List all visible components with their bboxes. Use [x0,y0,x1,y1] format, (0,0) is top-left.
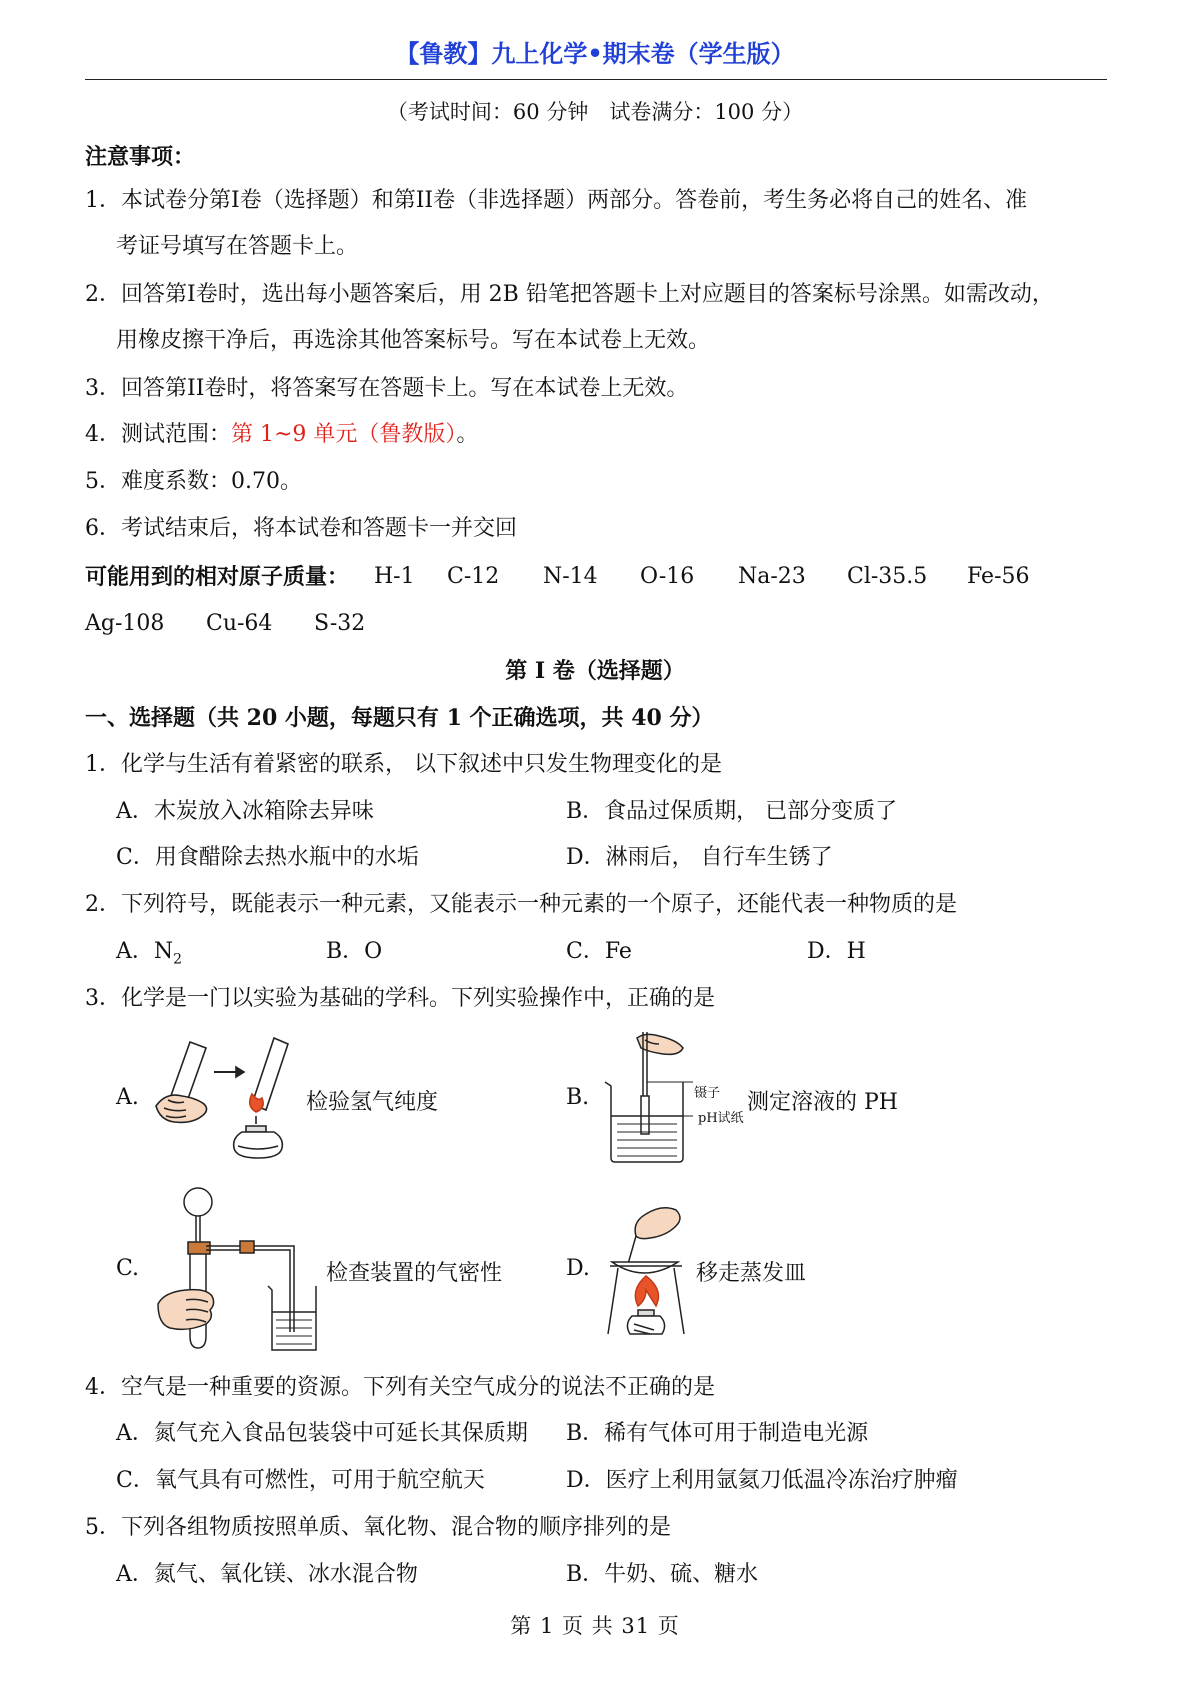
ph-paper-label: pH试纸 [698,1111,744,1126]
notice-item-2-cont: 用橡皮擦干净后，再选涂其他答案标号。写在本试卷上无效。 [116,328,711,353]
atomic-mass: Cu-64 [206,611,273,636]
question-1-option-d: D．淋雨后， 自行车生锈了 [566,845,833,870]
atomic-masses-line-2 [85,609,1107,639]
question-1-option-a: A．木炭放入冰箱除去异味 [116,799,374,824]
question-4-option-b: B．稀有气体可用于制造电光源 [566,1421,869,1446]
option-a-text: A．N [116,939,174,964]
atomic-mass: O-16 [640,564,695,589]
question-2-option-d: D．H [807,939,866,964]
question-3-option-c-text: 检查装置的气密性 [326,1261,503,1286]
question-2-option-b: B．O [326,939,383,964]
notice-item-2: 2．回答第I卷时，选出每小题答案后，用 2B 铅笔把答题卡上对应题目的答案标号涂黑。如需改动， [85,282,1054,307]
question-4-option-a: A．氮气充入食品包装袋中可延长其保质期 [116,1421,528,1446]
notice-item-4-suffix: 。 [456,422,479,447]
part-title: 一、选择题（共 20 小题，每题只有 1 个正确选项，共 40 分） [85,705,714,731]
notice-item-6: 6．考试结束后，将本试卷和答题卡一并交回 [85,516,517,541]
question-2-stem: 2．下列符号，既能表示一种元素，又能表示一种元素的一个原子，还能代表一种物质的是 [85,892,958,917]
header-title: 【鲁教】九上化学•期末卷（学生版） [395,39,795,68]
subscript: 2 [173,951,183,968]
question-1-option-c: C．用食醋除去热水瓶中的水垢 [116,845,419,870]
question-4-stem: 4．空气是一种重要的资源。下列有关空气成分的说法不正确的是 [85,1375,715,1400]
question-2-option-a [116,937,182,974]
page-footer: 第 1 页 共 31 页 [510,1614,680,1638]
evaporating-dish-figure [606,1206,686,1338]
question-3-option-a-letter: A. [116,1085,139,1110]
header-divider [85,79,1107,80]
question-4-option-c: C．氧气具有可燃性，可用于航空航天 [116,1468,485,1493]
notice-item-1: 1．本试卷分第I卷（选择题）和第II卷（非选择题）两部分。答卷前，考生务必将自己的姓名、准 [85,188,1028,213]
question-5-option-b: B．牛奶、硫、糖水 [566,1562,759,1587]
atomic-mass: Na-23 [738,564,806,589]
question-3-option-d-letter: D. [566,1256,590,1281]
tweezers-label: 镊子 [694,1086,721,1101]
atomic-mass: S-32 [314,611,366,636]
notice-item-3: 3．回答第II卷时，将答案写在答题卡上。写在本试卷上无效。 [85,376,689,401]
atomic-mass: N-14 [543,564,598,589]
atomic-masses-label: 可能用到的相对原子质量： [85,564,350,590]
question-2-option-c: C．Fe [566,939,632,964]
question-3-option-b-letter: B. [566,1085,590,1110]
question-3-stem: 3．化学是一门以实验为基础的学科。下列实验操作中，正确的是 [85,986,715,1011]
question-3-option-c-letter: C. [116,1256,140,1281]
section-title: 第 I 卷（选择题） [505,658,685,684]
question-1-stem: 1．化学与生活有着紧密的联系， 以下叙述中只发生物理变化的是 [85,752,722,777]
question-5-option-a: A．氮气、氧化镁、冰水混合物 [116,1562,418,1587]
atomic-mass: Ag-108 [85,611,165,636]
notice-item-1-cont: 考证号填写在答题卡上。 [116,234,359,259]
question-3-option-a-text: 检验氢气纯度 [306,1090,439,1115]
question-1-option-b: B．食品过保质期， 已部分变质了 [566,799,898,824]
question-3-option-b-text: 测定溶液的 PH [747,1090,898,1115]
atomic-mass: H-1 [374,564,415,589]
notice-title: 注意事项： [85,144,196,170]
question-3-option-d-text: 移走蒸发皿 [696,1261,807,1286]
atomic-masses-line-1 [85,562,1107,592]
airtightness-figure [156,1186,316,1354]
notice-item-4 [85,420,478,450]
notice-item-4-prefix: 4．测试范围： [85,422,231,447]
atomic-mass: Cl-35.5 [847,564,928,589]
question-4-option-d: D．医疗上利用氩氦刀低温冷冻治疗肿瘤 [566,1468,958,1493]
atomic-mass: Fe-56 [967,564,1030,589]
question-5-stem: 5．下列各组物质按照单质、氧化物、混合物的顺序排列的是 [85,1515,671,1540]
atomic-mass: C-12 [447,564,500,589]
exam-info: （考试时间：60 分钟 试卷满分：100 分） [386,100,804,124]
notice-item-5: 5．难度系数：0.70。 [85,469,302,494]
ph-test-figure [603,1030,693,1165]
hydrogen-purity-figure [150,1034,300,1159]
test-range: 第 1~9 单元（鲁教版） [231,422,457,447]
